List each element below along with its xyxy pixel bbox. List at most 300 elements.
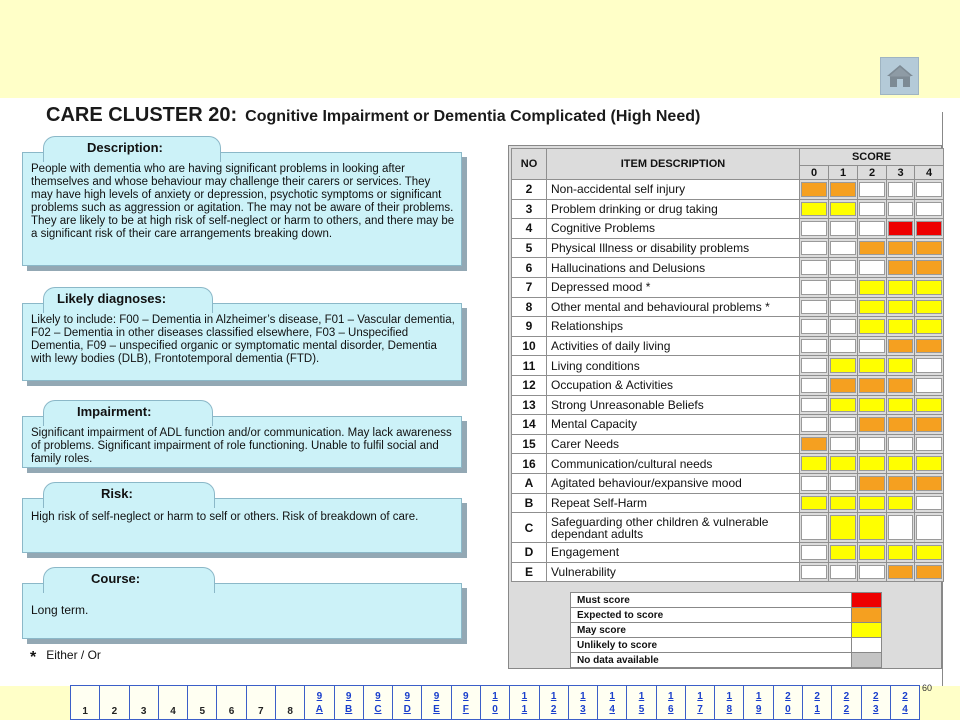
score-cell [915, 336, 944, 356]
impairment-text: Significant impairment of ADL function and/or communication. May lack awareness of problems. Significant impairment of role functioning. Unable to fulfil social and family roles. [31, 427, 452, 465]
nav-link-15[interactable] [627, 686, 656, 719]
score-swatch [859, 300, 885, 315]
table-row [512, 395, 944, 415]
nav-link-4[interactable] [159, 686, 188, 719]
score-swatch [830, 182, 856, 197]
score-cell [887, 473, 915, 493]
row-number: D [512, 543, 547, 563]
header-score-3: 3 [887, 166, 915, 180]
score-cell [829, 473, 858, 493]
score-swatch [830, 319, 856, 334]
nav-link-char: 6 [667, 704, 674, 715]
score-swatch [888, 417, 913, 432]
nav-link-char: 1 [814, 704, 820, 715]
nav-link-2[interactable] [100, 686, 129, 719]
score-cell [829, 434, 858, 454]
table-row [512, 434, 944, 454]
table-row [512, 543, 944, 563]
legend-swatch [852, 638, 882, 653]
diagnoses-label: Likely diagnoses: [57, 291, 167, 306]
score-cell [887, 562, 915, 582]
score-cell [915, 434, 944, 454]
nav-link-char: F [462, 704, 469, 715]
nav-link-24[interactable] [891, 686, 919, 719]
legend-swatch [852, 593, 882, 608]
item-description: Depressed mood * [547, 277, 800, 297]
score-cell [915, 297, 944, 317]
score-swatch [859, 241, 885, 256]
nav-link-19[interactable] [744, 686, 773, 719]
table-row [512, 317, 944, 337]
score-swatch [916, 456, 942, 471]
nav-link-char: E [433, 704, 440, 715]
score-cell [858, 434, 887, 454]
score-swatch [916, 496, 942, 511]
nav-link-char: 9 [463, 691, 469, 702]
item-description: Safeguarding other children & vulnerable dependant adults [547, 513, 800, 543]
course-panel [22, 571, 462, 639]
score-swatch [830, 241, 856, 256]
cluster-title: CARE CLUSTER 20: [46, 104, 238, 126]
score-cell [800, 473, 829, 493]
score-swatch [801, 280, 827, 295]
score-cell [829, 297, 858, 317]
score-swatch [888, 241, 913, 256]
item-description: Occupation & Activities [547, 375, 800, 395]
nav-link-16[interactable] [657, 686, 686, 719]
legend-swatch [852, 608, 882, 623]
row-number: 3 [512, 199, 547, 219]
score-swatch [801, 221, 827, 236]
nav-link-13[interactable] [569, 686, 598, 719]
score-swatch [801, 476, 827, 491]
nav-link-12[interactable] [540, 686, 569, 719]
impairment-label: Impairment: [77, 404, 152, 419]
nav-link-char: 9 [316, 691, 323, 702]
score-cell [800, 395, 829, 415]
score-cell [800, 513, 829, 543]
footnote-symbol: * [30, 649, 37, 666]
score-swatch [801, 358, 827, 373]
nav-link-char: 2 [843, 704, 850, 715]
header-score-1: 1 [829, 166, 858, 180]
score-swatch [888, 476, 913, 491]
nav-link-char: 1 [697, 691, 703, 702]
matrix-body [512, 180, 944, 582]
score-cell [800, 562, 829, 582]
score-swatch [859, 182, 885, 197]
score-swatch [801, 565, 827, 580]
nav-link-22[interactable] [832, 686, 861, 719]
score-swatch [916, 221, 942, 236]
table-row [512, 356, 944, 376]
score-swatch [830, 476, 856, 491]
table-row [512, 454, 944, 474]
score-cell [887, 356, 915, 376]
nav-link-char: 0 [785, 704, 791, 715]
score-swatch [801, 319, 827, 334]
legend-label: Expected to score [571, 608, 852, 623]
nav-link-char: 8 [287, 706, 293, 717]
score-cell [858, 562, 887, 582]
header-no: NO [512, 149, 547, 180]
score-cell [800, 543, 829, 563]
score-cell [887, 317, 915, 337]
diagnoses-text: Likely to include: F00 – Dementia in Alzheimer’s disease, F01 – Vascular dementia, F02 – Dementia in other diseases classified elsewhere, F03 – Unspecified Dementia, F09 – unspecified organic or symptomatic mental disorder, Dementia with lewy bodies (DLB), Frontotemporal dementia (FTD). [31, 314, 455, 365]
score-cell [887, 297, 915, 317]
score-swatch [888, 398, 913, 413]
score-cell [829, 277, 858, 297]
score-swatch [916, 545, 942, 560]
score-cell [915, 258, 944, 278]
score-cell [800, 454, 829, 474]
score-cell [915, 513, 944, 543]
header-score-0: 0 [800, 166, 829, 180]
nav-link-char: D [403, 704, 411, 715]
score-swatch [801, 202, 827, 217]
nav-link-7[interactable] [247, 686, 276, 719]
nav-link-char: C [374, 704, 382, 715]
score-cell [829, 258, 858, 278]
nav-link-char: 7 [697, 704, 703, 715]
nav-link-20[interactable] [774, 686, 803, 719]
nav-link-char: 2 [814, 691, 820, 702]
score-cell [800, 199, 829, 219]
score-cell [858, 258, 887, 278]
score-swatch [859, 358, 885, 373]
header-score-4: 4 [915, 166, 944, 180]
score-swatch [859, 221, 885, 236]
legend-label: May score [571, 623, 852, 638]
score-cell [915, 454, 944, 474]
score-cell [858, 473, 887, 493]
legend-row [571, 608, 882, 623]
score-swatch [888, 565, 913, 580]
score-swatch [830, 221, 856, 236]
score-swatch [859, 378, 885, 393]
score-cell [858, 454, 887, 474]
score-swatch [801, 398, 827, 413]
score-swatch [859, 319, 885, 334]
nav-link-char: 5 [638, 704, 645, 715]
score-swatch [888, 358, 913, 373]
score-swatch [801, 182, 827, 197]
table-row [512, 238, 944, 258]
score-cell [800, 238, 829, 258]
table-row [512, 493, 944, 513]
score-cell [915, 415, 944, 435]
table-row [512, 277, 944, 297]
nav-link-char: 2 [872, 691, 879, 702]
score-swatch [801, 515, 827, 540]
nav-link-char: 3 [872, 704, 879, 715]
score-table [511, 148, 944, 582]
score-cell [858, 543, 887, 563]
score-swatch [859, 515, 885, 540]
row-number: 6 [512, 258, 547, 278]
description-label: Description: [87, 140, 163, 155]
nav-link-11[interactable] [510, 686, 539, 719]
nav-link-5[interactable] [188, 686, 217, 719]
score-cell [829, 562, 858, 582]
score-cell [800, 219, 829, 239]
score-swatch [916, 437, 942, 452]
row-number: 16 [512, 454, 547, 474]
header-score: SCORE [800, 149, 944, 166]
score-cell [858, 219, 887, 239]
score-cell [829, 415, 858, 435]
score-cell [915, 562, 944, 582]
header-item: ITEM DESCRIPTION [547, 149, 800, 180]
legend [570, 592, 882, 668]
score-swatch [801, 437, 827, 452]
score-cell [829, 317, 858, 337]
description-text: People with dementia who are having significant problems in looking after themselves and whose behaviour may challenge their carers or services. They may have high levels of anxiety or depression, psychotic symptoms or significant problems such as aggression or agitation. The may not be aware of their problems. They are likely to be at high risk of self-neglect or harm to others, and there may be a significant risk of their care arrangements breaking down. [31, 163, 455, 240]
score-cell [800, 434, 829, 454]
row-number: 5 [512, 238, 547, 258]
score-swatch [916, 182, 942, 197]
score-cell [915, 180, 944, 200]
score-swatch [830, 358, 856, 373]
score-cell [858, 493, 887, 513]
legend-row [571, 623, 882, 638]
score-cell [829, 513, 858, 543]
nav-link-14[interactable] [598, 686, 627, 719]
nav-link-9B[interactable] [335, 686, 364, 719]
nav-link-char: 9 [755, 704, 762, 715]
nav-link-char: 4 [902, 704, 908, 715]
score-cell [858, 356, 887, 376]
item-description: Carer Needs [547, 434, 800, 454]
home-icon [886, 63, 914, 89]
score-swatch [859, 260, 885, 275]
row-number: 12 [512, 375, 547, 395]
nav-link-23[interactable] [862, 686, 891, 719]
course-text: Long term. [31, 603, 89, 617]
score-swatch [830, 398, 856, 413]
score-swatch [859, 496, 885, 511]
table-row [512, 199, 944, 219]
nav-link-1[interactable] [71, 686, 100, 719]
nav-link-8[interactable] [276, 686, 305, 719]
item-description: Other mental and behavioural problems * [547, 297, 800, 317]
nav-link-char: 1 [609, 691, 615, 702]
score-swatch [801, 300, 827, 315]
score-cell [858, 277, 887, 297]
score-swatch [830, 515, 856, 540]
score-cell [915, 493, 944, 513]
score-swatch [888, 182, 913, 197]
item-description: Relationships [547, 317, 800, 337]
score-swatch [916, 398, 942, 413]
score-swatch [916, 476, 942, 491]
risk-label: Risk: [101, 486, 133, 501]
legend-label: No data available [571, 653, 852, 668]
score-swatch [830, 339, 856, 354]
score-cell [858, 238, 887, 258]
score-cell [800, 336, 829, 356]
nav-link-char: 2 [111, 706, 118, 717]
nav-link-char: 8 [726, 704, 733, 715]
slide [0, 98, 960, 686]
nav-link-char: 4 [170, 706, 176, 717]
score-swatch [888, 437, 913, 452]
score-swatch [830, 545, 856, 560]
score-cell [829, 238, 858, 258]
nav-link-char: 1 [667, 691, 674, 702]
score-swatch [830, 280, 856, 295]
score-cell [829, 375, 858, 395]
score-swatch [859, 565, 885, 580]
nav-link-char: 6 [228, 706, 235, 717]
score-swatch [916, 260, 942, 275]
score-matrix [508, 145, 942, 669]
score-cell [858, 180, 887, 200]
score-swatch [801, 260, 827, 275]
score-cell [800, 375, 829, 395]
row-number: 7 [512, 277, 547, 297]
score-swatch [859, 545, 885, 560]
item-description: Problem drinking or drug taking [547, 199, 800, 219]
score-cell [800, 297, 829, 317]
score-cell [887, 219, 915, 239]
score-swatch [830, 417, 856, 432]
score-cell [887, 258, 915, 278]
nav-link-char: 1 [492, 691, 498, 702]
score-cell [800, 317, 829, 337]
nav-link-17[interactable] [686, 686, 715, 719]
home-button[interactable] [880, 57, 919, 95]
nav-link-3[interactable] [130, 686, 159, 719]
diagnoses-panel [22, 291, 462, 381]
legend-label: Unlikely to score [571, 638, 852, 653]
score-swatch [888, 496, 913, 511]
score-swatch [859, 417, 885, 432]
score-swatch [830, 202, 856, 217]
table-row [512, 473, 944, 493]
score-swatch [859, 456, 885, 471]
item-description: Strong Unreasonable Beliefs [547, 395, 800, 415]
item-description: Physical Illness or disability problems [547, 238, 800, 258]
header-score-2: 2 [858, 166, 887, 180]
nav-link-9A[interactable] [305, 686, 334, 719]
risk-panel [22, 486, 462, 553]
item-description: Repeat Self-Harm [547, 493, 800, 513]
score-swatch [859, 476, 885, 491]
score-cell [915, 277, 944, 297]
nav-link-18[interactable] [715, 686, 744, 719]
score-cell [829, 356, 858, 376]
nav-link-9D[interactable] [393, 686, 422, 719]
item-description: Engagement [547, 543, 800, 563]
score-swatch [801, 496, 827, 511]
footnote [30, 648, 101, 667]
score-cell [915, 395, 944, 415]
item-description: Vulnerability [547, 562, 800, 582]
nav-link-char: 5 [199, 706, 206, 717]
score-swatch [916, 339, 942, 354]
row-number: 14 [512, 415, 547, 435]
nav-link-9E[interactable] [422, 686, 451, 719]
table-row [512, 375, 944, 395]
legend-swatch [852, 653, 882, 668]
score-swatch [888, 300, 913, 315]
score-cell [858, 395, 887, 415]
score-cell [915, 219, 944, 239]
score-cell [829, 493, 858, 513]
row-number: E [512, 562, 547, 582]
nav-link-char: 9 [404, 691, 411, 702]
nav-link-char: 2 [785, 691, 791, 702]
score-swatch [916, 565, 942, 580]
course-label: Course: [91, 571, 141, 586]
score-cell [829, 395, 858, 415]
score-cell [887, 180, 915, 200]
nav-link-char: 9 [433, 691, 440, 702]
nav-link-char: 1 [755, 691, 762, 702]
nav-link-char: 1 [82, 706, 88, 717]
nav-link-9C[interactable] [364, 686, 393, 719]
nav-link-char: 9 [375, 691, 381, 702]
score-swatch [916, 319, 942, 334]
score-cell [887, 336, 915, 356]
score-swatch [888, 378, 913, 393]
score-swatch [801, 241, 827, 256]
nav-link-21[interactable] [803, 686, 832, 719]
row-number: B [512, 493, 547, 513]
legend-swatch [852, 623, 882, 638]
nav-link-char: B [345, 704, 353, 715]
nav-link-6[interactable] [217, 686, 246, 719]
nav-link-9F[interactable] [452, 686, 481, 719]
nav-link-char: 1 [521, 704, 528, 715]
score-cell [858, 297, 887, 317]
score-cell [887, 395, 915, 415]
score-cell [800, 180, 829, 200]
row-number: 10 [512, 336, 547, 356]
score-swatch [830, 496, 856, 511]
nav-link-char: 1 [638, 691, 645, 702]
score-cell [858, 375, 887, 395]
score-swatch [830, 456, 856, 471]
score-swatch [888, 515, 913, 540]
score-cell [858, 415, 887, 435]
score-swatch [859, 339, 885, 354]
score-swatch [916, 358, 942, 373]
score-swatch [916, 202, 942, 217]
score-swatch [801, 339, 827, 354]
score-cell [915, 375, 944, 395]
score-cell [858, 199, 887, 219]
score-cell [887, 375, 915, 395]
row-number: 8 [512, 297, 547, 317]
score-swatch [859, 398, 885, 413]
nav-link-10[interactable] [481, 686, 510, 719]
nav-link-char: 2 [843, 691, 850, 702]
table-row [512, 297, 944, 317]
row-number: 13 [512, 395, 547, 415]
nav-link-char: 2 [550, 704, 557, 715]
nav-link-char: 1 [580, 691, 586, 702]
nav-link-char: 1 [726, 691, 733, 702]
page-title [46, 104, 700, 127]
row-number: A [512, 473, 547, 493]
item-description: Cognitive Problems [547, 219, 800, 239]
row-number: 4 [512, 219, 547, 239]
score-swatch [830, 565, 856, 580]
table-row [512, 180, 944, 200]
score-cell [915, 356, 944, 376]
